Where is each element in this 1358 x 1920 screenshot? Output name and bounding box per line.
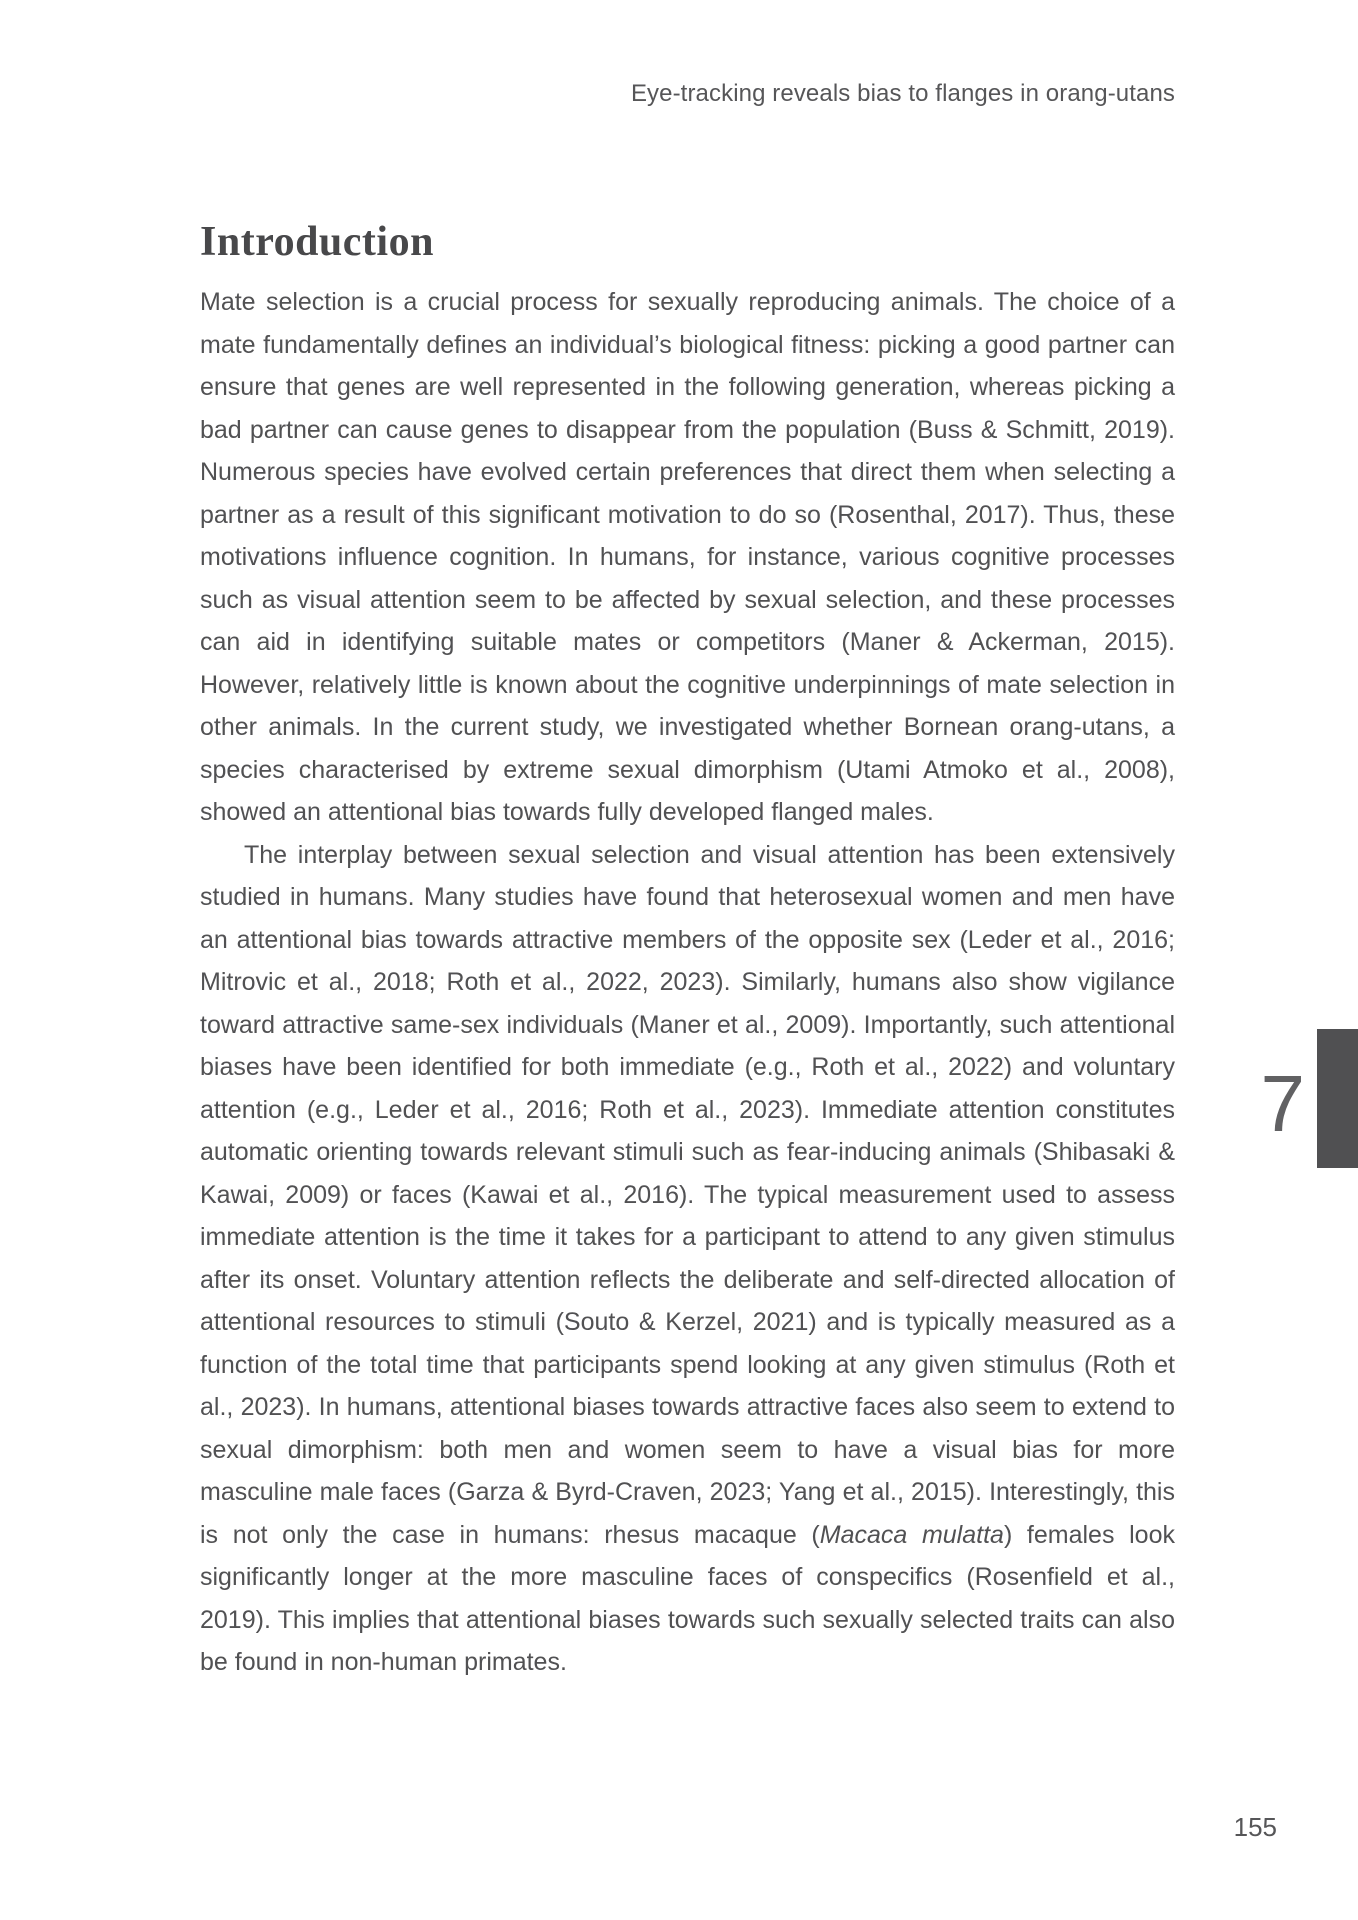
paragraph-text: ) females look significantly longer at the more masculine faces of conspecifics (Rosenfield et al., 2019). This implies that attentional biases towards such sexually selected traits can also be found in non-human primates.	[200, 1520, 1175, 1676]
paragraph-text: The interplay between sexual selection and visual attention has been extensively studied in humans. Many studies have found that heterosexual women and men have an attentional bias towards attractive members of the opposite sex (Leder et al., 2016; Mitrovic et al., 2018; Roth et al., 2022, 2023). Similarly, humans also show vigilance toward attractive same-sex individuals (Maner et al., 2009). Importantly, such attentional biases have been identified for both immediate (e.g., Roth et al., 2022) and voluntary attention (e.g., Leder et al., 2016; Roth et al., 2023). Immediate attention constitutes automatic orienting towards relevant stimuli such as fear-inducing animals (Shibasaki & Kawai, 2009) or faces (Kawai et al., 2016). The typical measurement used to assess immediate attention is the time it takes for a participant to attend to any given stimulus after its onset. Voluntary attention reflects the deliberate and self-directed allocation of attentional resources to stimuli (Souto & Kerzel, 2021) and is typically measured as a function of the total time that participants spend looking at any given stimulus (Roth et al., 2023). In humans, attentional biases towards attractive faces also seem to extend to sexual dimorphism: both men and women seem to have a visual bias for more masculine male faces (Garza & Byrd-Craven, 2023; Yang et al., 2015). Interestingly, this is not only the case in humans: rhesus macaque (	[200, 840, 1175, 1549]
species-name-italic: Macaca mulatta	[819, 1520, 1004, 1549]
paragraph: Mate selection is a crucial process for sexually reproducing animals. The choice of a mate fundamentally defines an individual’s biological fitness: picking a good partner can ensure that genes are well represented in the following generation, whereas picking a bad partner can cause genes to disappear from the population (Buss & Schmitt, 2019). Numerous species have evolved certain preferences that direct them when selecting a partner as a result of this significant motivation to do so (Rosenthal, 2017). Thus, these motivations influence cognition. In humans, for instance, various cognitive processes such as visual attention seem to be affected by sexual selection, and these processes can aid in identifying suitable mates or competitors (Maner & Ackerman, 2015). However, relatively little is known about the cognitive underpinnings of mate selection in other animals. In the current study, we investigated whether Bornean orang-utans, a species characterised by extreme sexual dimorphism (Utami Atmoko et al., 2008), showed an attentional bias towards fully developed flanged males.	[200, 288, 1175, 826]
page-number: 155	[1233, 1812, 1277, 1842]
paragraph	[200, 834, 1175, 1684]
chapter-tab	[1317, 1029, 1358, 1168]
body-text	[200, 281, 1175, 1684]
section-title: Introduction	[200, 219, 434, 266]
running-header: Eye-tracking reveals bias to flanges in orang-utans	[630, 80, 1175, 107]
chapter-number: 7	[1260, 1059, 1305, 1148]
